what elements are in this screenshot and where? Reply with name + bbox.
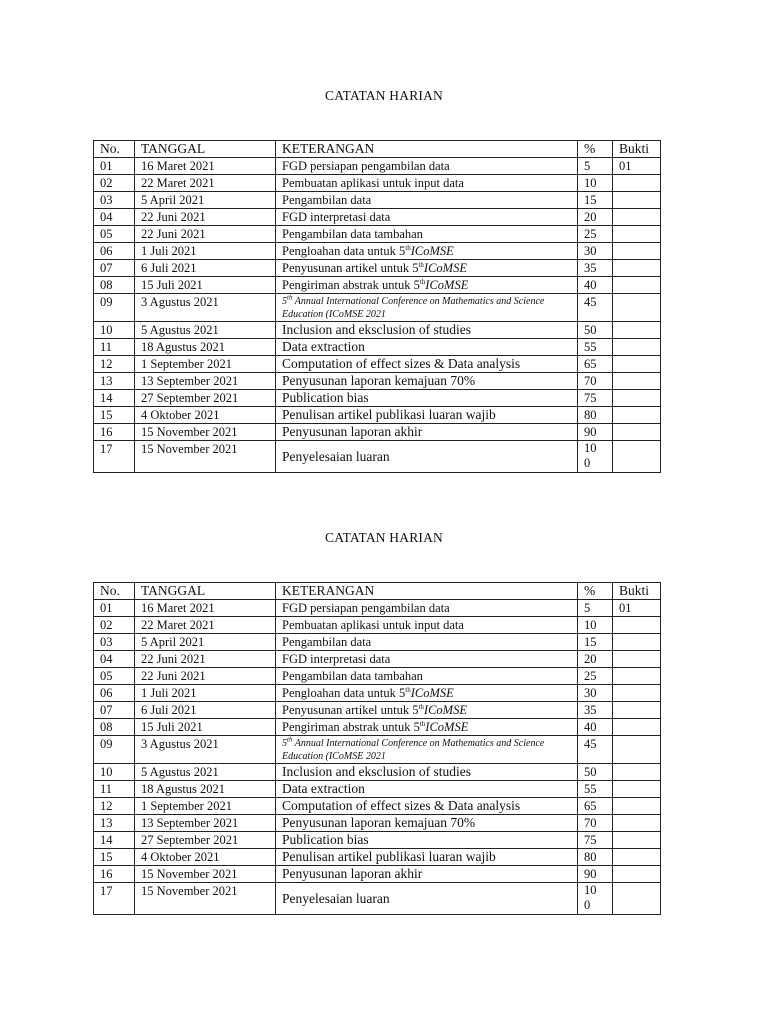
- row-no: 07: [94, 260, 135, 277]
- row-bukti: [613, 277, 661, 294]
- row-keterangan: Data extraction: [276, 781, 578, 798]
- ordinal-suffix: th: [418, 260, 424, 269]
- row-pct: 70: [578, 815, 613, 832]
- row-keterangan: FGD persiapan pengambilan data: [276, 158, 578, 175]
- table-row: [94, 390, 661, 407]
- keterangan-text: Penyusunan artikel untuk: [282, 261, 413, 275]
- row-no: 11: [94, 339, 135, 356]
- ordinal-number: 5: [412, 261, 419, 275]
- row-tanggal: 6 Juli 2021: [135, 260, 276, 277]
- row-tanggal: 15 November 2021: [135, 441, 276, 473]
- row-pct: 90: [578, 424, 613, 441]
- row-keterangan: Pembuatan aplikasi untuk input data: [276, 175, 578, 192]
- row-bukti: 01: [613, 158, 661, 175]
- row-pct: 40: [578, 719, 613, 736]
- row-no: 04: [94, 209, 135, 226]
- row-bukti: [613, 883, 661, 915]
- row-keterangan: Penyusunan laporan kemajuan 70%: [276, 815, 578, 832]
- row-bukti: [613, 175, 661, 192]
- row-keterangan: Publication bias: [276, 832, 578, 849]
- pct-line-1: 10: [584, 883, 597, 897]
- row-pct: 80: [578, 407, 613, 424]
- row-no: 13: [94, 373, 135, 390]
- row-tanggal: 22 Juni 2021: [135, 209, 276, 226]
- table-row: [94, 407, 661, 424]
- table-row: [94, 849, 661, 866]
- row-keterangan: [276, 277, 578, 294]
- row-keterangan: Computation of effect sizes & Data analysis: [276, 356, 578, 373]
- event-acronym: ICoMSE: [423, 703, 467, 717]
- row-bukti: [613, 322, 661, 339]
- row-bukti: [613, 798, 661, 815]
- row-no: 15: [94, 407, 135, 424]
- row-no: 12: [94, 356, 135, 373]
- row-keterangan: FGD persiapan pengambilan data: [276, 600, 578, 617]
- row-keterangan: Data extraction: [276, 339, 578, 356]
- header-pct: %: [578, 141, 613, 158]
- event-acronym: ICoMSE: [410, 686, 454, 700]
- row-keterangan: Penyelesaian luaran: [276, 883, 578, 915]
- row-pct: 25: [578, 226, 613, 243]
- row-tanggal: 27 September 2021: [135, 832, 276, 849]
- row-tanggal: 1 Juli 2021: [135, 243, 276, 260]
- row-tanggal: 22 Maret 2021: [135, 617, 276, 634]
- log-section-1: [0, 87, 768, 105]
- row-bukti: [613, 294, 661, 322]
- table-header-row: [94, 583, 661, 600]
- row-keterangan: Penulisan artikel publikasi luaran wajib: [276, 849, 578, 866]
- row-keterangan: Penulisan artikel publikasi luaran wajib: [276, 407, 578, 424]
- row-tanggal: 22 Juni 2021: [135, 651, 276, 668]
- table-row: [94, 226, 661, 243]
- row-no: 11: [94, 781, 135, 798]
- row-bukti: [613, 764, 661, 781]
- row-no: 16: [94, 866, 135, 883]
- event-acronym: ICoMSE: [410, 244, 454, 258]
- row-no: 12: [94, 798, 135, 815]
- row-tanggal: 3 Agustus 2021: [135, 294, 276, 322]
- row-tanggal: 4 Oktober 2021: [135, 407, 276, 424]
- row-tanggal: 13 September 2021: [135, 815, 276, 832]
- row-bukti: [613, 390, 661, 407]
- row-keterangan: FGD interpretasi data: [276, 651, 578, 668]
- row-no: 06: [94, 685, 135, 702]
- section-title: CATATAN HARIAN: [324, 88, 443, 103]
- row-pct: 75: [578, 832, 613, 849]
- row-pct: 15: [578, 634, 613, 651]
- row-pct: 80: [578, 849, 613, 866]
- section-title: CATATAN HARIAN: [324, 530, 443, 545]
- row-tanggal: 5 April 2021: [135, 634, 276, 651]
- row-tanggal: 1 September 2021: [135, 356, 276, 373]
- ordinal-suffix: th: [405, 243, 411, 252]
- row-no: 02: [94, 617, 135, 634]
- row-keterangan: Computation of effect sizes & Data analysis: [276, 798, 578, 815]
- table-row: [94, 702, 661, 719]
- row-tanggal: 15 November 2021: [135, 883, 276, 915]
- event-acronym: ICoMSE: [425, 278, 469, 292]
- row-keterangan: Penyusunan laporan akhir: [276, 424, 578, 441]
- table-row: [94, 883, 661, 915]
- row-pct: 20: [578, 651, 613, 668]
- row-keterangan: [276, 685, 578, 702]
- row-tanggal: 3 Agustus 2021: [135, 736, 276, 764]
- row-keterangan: Pembuatan aplikasi untuk input data: [276, 617, 578, 634]
- row-pct: [578, 441, 613, 473]
- table-row: [94, 815, 661, 832]
- row-bukti: [613, 407, 661, 424]
- row-no: 14: [94, 390, 135, 407]
- header-tanggal: TANGGAL: [135, 583, 276, 600]
- row-pct: 30: [578, 685, 613, 702]
- table-row: [94, 634, 661, 651]
- row-no: 07: [94, 702, 135, 719]
- row-pct: 35: [578, 702, 613, 719]
- row-no: 08: [94, 277, 135, 294]
- row-tanggal: 15 November 2021: [135, 424, 276, 441]
- row-pct: 20: [578, 209, 613, 226]
- ordinal-suffix: th: [418, 702, 424, 711]
- keterangan-text: Annual International Conference on Mathematics and Science Education (ICoMSE 2021: [282, 296, 545, 320]
- row-tanggal: 18 Agustus 2021: [135, 339, 276, 356]
- row-keterangan: Pengambilan data: [276, 192, 578, 209]
- row-tanggal: 6 Juli 2021: [135, 702, 276, 719]
- row-keterangan: [276, 719, 578, 736]
- table-row: [94, 356, 661, 373]
- row-bukti: [613, 668, 661, 685]
- row-keterangan: Penyelesaian luaran: [276, 441, 578, 473]
- row-pct: [578, 883, 613, 915]
- row-tanggal: 5 Agustus 2021: [135, 322, 276, 339]
- row-no: 10: [94, 322, 135, 339]
- row-bukti: [613, 192, 661, 209]
- table-row: [94, 719, 661, 736]
- table-row: [94, 339, 661, 356]
- header-no: No.: [94, 583, 135, 600]
- table-row: [94, 600, 661, 617]
- row-pct: 55: [578, 781, 613, 798]
- ordinal-number: 5: [413, 720, 420, 734]
- row-bukti: [613, 866, 661, 883]
- row-tanggal: 1 Juli 2021: [135, 685, 276, 702]
- table-row: [94, 322, 661, 339]
- row-pct: 70: [578, 373, 613, 390]
- row-pct: 75: [578, 390, 613, 407]
- row-pct: 25: [578, 668, 613, 685]
- row-keterangan: Penyusunan laporan kemajuan 70%: [276, 373, 578, 390]
- row-tanggal: 27 September 2021: [135, 390, 276, 407]
- table-row: [94, 209, 661, 226]
- row-no: 17: [94, 441, 135, 473]
- table-row: [94, 781, 661, 798]
- row-pct: 5: [578, 600, 613, 617]
- ordinal-suffix: th: [287, 735, 293, 744]
- daily-log-table-1: [93, 140, 661, 473]
- row-bukti: [613, 339, 661, 356]
- table-row: [94, 668, 661, 685]
- ordinal-number: 5: [282, 296, 287, 307]
- row-no: 15: [94, 849, 135, 866]
- row-pct: 35: [578, 260, 613, 277]
- row-tanggal: 1 September 2021: [135, 798, 276, 815]
- row-keterangan: Penyusunan laporan akhir: [276, 866, 578, 883]
- ordinal-number: 5: [399, 244, 406, 258]
- row-keterangan: [276, 294, 578, 322]
- row-keterangan: [276, 243, 578, 260]
- ordinal-number: 5: [282, 738, 287, 749]
- row-no: 03: [94, 192, 135, 209]
- row-bukti: [613, 736, 661, 764]
- row-tanggal: 15 Juli 2021: [135, 277, 276, 294]
- row-bukti: [613, 815, 661, 832]
- row-tanggal: 16 Maret 2021: [135, 158, 276, 175]
- row-pct: 50: [578, 764, 613, 781]
- row-keterangan: Inclusion and eksclusion of studies: [276, 322, 578, 339]
- row-bukti: [613, 243, 661, 260]
- ordinal-number: 5: [399, 686, 406, 700]
- table-row: [94, 294, 661, 322]
- keterangan-text: Pengloahan data untuk: [282, 686, 399, 700]
- row-tanggal: 22 Maret 2021: [135, 175, 276, 192]
- table-row: [94, 373, 661, 390]
- row-tanggal: 18 Agustus 2021: [135, 781, 276, 798]
- ordinal-number: 5: [413, 278, 420, 292]
- row-no: 09: [94, 294, 135, 322]
- table-row: [94, 736, 661, 764]
- row-keterangan: Pengambilan data tambahan: [276, 226, 578, 243]
- keterangan-text: Penyusunan artikel untuk: [282, 703, 413, 717]
- header-bukti: Bukti: [613, 141, 661, 158]
- row-no: 13: [94, 815, 135, 832]
- header-pct: %: [578, 583, 613, 600]
- ordinal-suffix: th: [419, 719, 426, 728]
- table-row: [94, 651, 661, 668]
- table-row: [94, 798, 661, 815]
- row-no: 05: [94, 668, 135, 685]
- row-pct: 30: [578, 243, 613, 260]
- row-no: 03: [94, 634, 135, 651]
- table-row: [94, 192, 661, 209]
- row-bukti: [613, 849, 661, 866]
- row-no: 09: [94, 736, 135, 764]
- table-header-row: [94, 141, 661, 158]
- row-pct: 90: [578, 866, 613, 883]
- row-pct: 5: [578, 158, 613, 175]
- row-pct: 65: [578, 356, 613, 373]
- row-tanggal: 22 Juni 2021: [135, 226, 276, 243]
- header-keterangan: KETERANGAN: [276, 141, 578, 158]
- row-bukti: [613, 356, 661, 373]
- header-keterangan: KETERANGAN: [276, 583, 578, 600]
- row-no: 05: [94, 226, 135, 243]
- row-pct: 40: [578, 277, 613, 294]
- row-pct: 10: [578, 175, 613, 192]
- row-no: 17: [94, 883, 135, 915]
- row-bukti: [613, 832, 661, 849]
- table-row: [94, 243, 661, 260]
- row-bukti: [613, 373, 661, 390]
- row-tanggal: 22 Juni 2021: [135, 668, 276, 685]
- table-row: [94, 685, 661, 702]
- row-pct: 65: [578, 798, 613, 815]
- header-tanggal: TANGGAL: [135, 141, 276, 158]
- keterangan-text: Pengiriman abstrak untuk: [282, 720, 414, 734]
- row-bukti: [613, 781, 661, 798]
- keterangan-text: Pengloahan data untuk: [282, 244, 399, 258]
- keterangan-text: Annual International Conference on Mathematics and Science Education (ICoMSE 2021: [282, 738, 545, 762]
- table-row: [94, 617, 661, 634]
- event-acronym: ICoMSE: [423, 261, 467, 275]
- ordinal-suffix: th: [419, 277, 426, 286]
- row-pct: 50: [578, 322, 613, 339]
- pct-line-2: 0: [584, 898, 591, 912]
- row-no: 10: [94, 764, 135, 781]
- row-keterangan: Publication bias: [276, 390, 578, 407]
- row-pct: 45: [578, 294, 613, 322]
- row-tanggal: 15 November 2021: [135, 866, 276, 883]
- row-tanggal: 13 September 2021: [135, 373, 276, 390]
- row-pct: 55: [578, 339, 613, 356]
- pct-line-1: 10: [584, 441, 597, 455]
- row-no: 01: [94, 600, 135, 617]
- table-row: [94, 158, 661, 175]
- row-pct: 15: [578, 192, 613, 209]
- row-keterangan: Pengambilan data: [276, 634, 578, 651]
- ordinal-suffix: th: [405, 685, 411, 694]
- row-keterangan: [276, 260, 578, 277]
- pct-line-2: 0: [584, 456, 591, 470]
- row-bukti: 01: [613, 600, 661, 617]
- row-no: 04: [94, 651, 135, 668]
- row-keterangan: Inclusion and eksclusion of studies: [276, 764, 578, 781]
- row-bukti: [613, 685, 661, 702]
- row-bukti: [613, 702, 661, 719]
- row-no: 14: [94, 832, 135, 849]
- row-no: 06: [94, 243, 135, 260]
- header-bukti: Bukti: [613, 583, 661, 600]
- table-row: [94, 277, 661, 294]
- row-no: 01: [94, 158, 135, 175]
- keterangan-text: Pengiriman abstrak untuk: [282, 278, 414, 292]
- event-acronym: ICoMSE: [425, 720, 469, 734]
- table-row: [94, 441, 661, 473]
- row-tanggal: 4 Oktober 2021: [135, 849, 276, 866]
- table-row: [94, 832, 661, 849]
- log-section-2: [0, 529, 768, 547]
- row-pct: 10: [578, 617, 613, 634]
- ordinal-number: 5: [412, 703, 419, 717]
- row-tanggal: 5 Agustus 2021: [135, 764, 276, 781]
- row-no: 02: [94, 175, 135, 192]
- row-bukti: [613, 634, 661, 651]
- row-keterangan: [276, 736, 578, 764]
- row-bukti: [613, 651, 661, 668]
- row-keterangan: FGD interpretasi data: [276, 209, 578, 226]
- row-pct: 45: [578, 736, 613, 764]
- row-keterangan: [276, 702, 578, 719]
- table-row: [94, 866, 661, 883]
- row-tanggal: 15 Juli 2021: [135, 719, 276, 736]
- row-bukti: [613, 424, 661, 441]
- row-bukti: [613, 617, 661, 634]
- header-no: No.: [94, 141, 135, 158]
- row-bukti: [613, 441, 661, 473]
- table-row: [94, 424, 661, 441]
- table-row: [94, 175, 661, 192]
- daily-log-table-2: [93, 582, 661, 915]
- row-bukti: [613, 226, 661, 243]
- table-row: [94, 260, 661, 277]
- row-bukti: [613, 719, 661, 736]
- row-keterangan: Pengambilan data tambahan: [276, 668, 578, 685]
- ordinal-suffix: th: [287, 293, 293, 302]
- row-bukti: [613, 260, 661, 277]
- row-bukti: [613, 209, 661, 226]
- row-tanggal: 16 Maret 2021: [135, 600, 276, 617]
- row-no: 16: [94, 424, 135, 441]
- table-row: [94, 764, 661, 781]
- row-no: 08: [94, 719, 135, 736]
- row-tanggal: 5 April 2021: [135, 192, 276, 209]
